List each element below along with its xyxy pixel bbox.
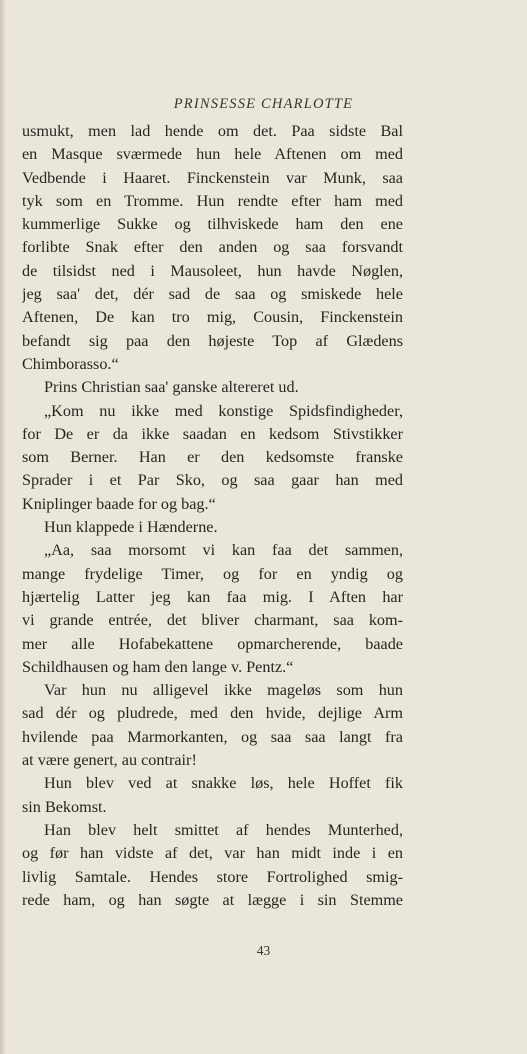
text-line: Sprader i et Par Sko, og saa gaar han med <box>22 471 403 490</box>
text-line: Chimborasso.“ <box>22 354 119 373</box>
text-line: Aftenen, De kan tro mig, Cousin, Finckenstein <box>22 308 403 327</box>
page-edge-shadow <box>0 0 6 1054</box>
text-line: livlig Samtale. Hendes store Fortrolighed smig- <box>22 867 403 886</box>
text-line: Var hun nu alligevel ikke mageløs som hun <box>44 681 403 700</box>
text-line: vi grande entrée, det bliver charmant, saa kom- <box>22 611 403 630</box>
text-line: mange frydelige Timer, og for en yndig og <box>22 564 403 583</box>
text-line: for De er da ikke saadan en kedsom Stivstikker <box>22 424 403 443</box>
text-line: „Kom nu ikke med konstige Spidsfindigheder, <box>44 401 403 420</box>
text-line: tyk som en Tromme. Hun rendte efter ham med <box>22 191 403 210</box>
text-line: Schildhausen og ham den lange v. Pentz.“ <box>22 657 294 676</box>
running-header: PRINSESSE CHARLOTTE <box>173 96 354 112</box>
text-line: som Berner. Han er den kedsomste franske <box>22 448 403 467</box>
text-line: hjærtelig Latter jeg kan faa mig. I Aften har <box>22 587 403 606</box>
text-line: „Aa, saa morsomt vi kan faa det sammen, <box>44 541 403 560</box>
text-line: Kniplinger baade for og bag.“ <box>22 494 216 513</box>
text-line: Vedbende i Haaret. Finckenstein var Munk, saa <box>22 168 403 187</box>
text-line: Han blev helt smittet af hendes Munterhed, <box>44 820 403 839</box>
text-line: usmukt, men lad hende om det. Paa sidste Bal <box>22 122 403 140</box>
text-line: og før han vidste af det, var han midt inde i en <box>22 844 403 863</box>
text-line: at være genert, au contrair! <box>22 751 197 770</box>
text-line: Hun blev ved at snakke løs, hele Hoffet fik <box>44 774 403 793</box>
text-line: forlibte Snak efter den anden og saa forsvandt <box>22 238 403 257</box>
text-line: Prins Christian saa' ganske altereret ud. <box>44 378 299 397</box>
text-line: befandt sig paa den højeste Top af Glædens <box>22 331 403 350</box>
text-line: hvilende paa Marmorkanten, og saa saa langt fra <box>22 727 403 746</box>
text-line: sin Bekomst. <box>22 797 107 816</box>
text-line: en Masque sværmede hun hele Aftenen om med <box>22 145 403 164</box>
text-line: de tilsidst ned i Mausoleet, hun havde Nøglen, <box>22 261 403 280</box>
text-line: jeg saa' det, dér sad de saa og smiskede hele <box>22 285 403 304</box>
text-line: sad dér og pludrede, med den hvide, dejlige Arm <box>22 704 403 723</box>
text-line: kummerlige Sukke og tilhviskede ham den ene <box>22 215 403 234</box>
body-text <box>22 120 403 912</box>
text-line: mer alle Hofabekattene opmarcherende, baade <box>22 634 403 653</box>
text-line: Hun klappede i Hænderne. <box>44 518 218 537</box>
text-line: rede ham, og han søgte at lægge i sin Stemme <box>22 890 403 909</box>
page-number: 43 <box>256 943 271 958</box>
